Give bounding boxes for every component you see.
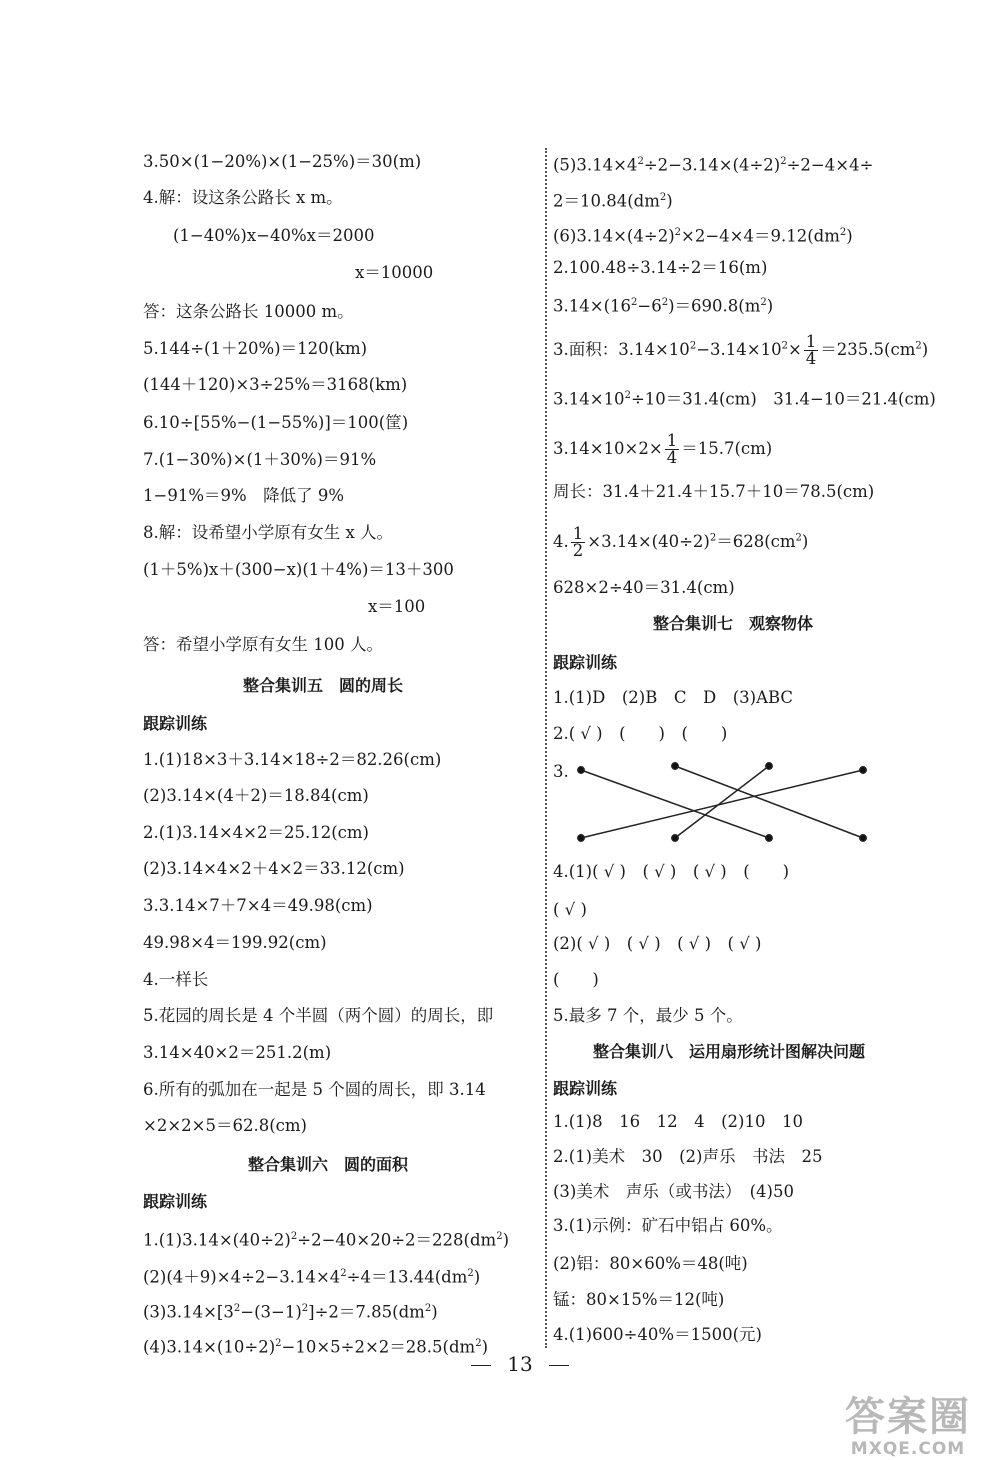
answer-line: 4.一样长: [143, 970, 209, 989]
answer-line: 3.50×(1−20%)×(1−25%)＝30(m): [143, 152, 422, 171]
answer-line: $(3)3.14\times[3^2-(3-1)^2]\div 2=7.85(dm^2)$: [143, 1302, 438, 1322]
answer-line: 答：这条公路长 10000 m。: [143, 302, 354, 321]
answer-line: 4. $\frac{1}{2}$ $\times 3.14\times(40\div 2)^2=628(cm^2)$: [553, 524, 809, 560]
match-dot: [860, 835, 866, 841]
answer-line: 2.(1)美术 30 (2)声乐 书法 25: [553, 1147, 823, 1166]
answer-line: 1−91%＝9% 降低了 9%: [143, 486, 345, 505]
answer-line: (2)( √ ) ( √ ) ( √ ) ( √ ): [553, 934, 762, 953]
answer-line: 3.(1)示例：矿石中铝占 60%。: [553, 1216, 783, 1235]
answer-line: $(6)3.14\times(4\div 2)^2\times 2-4\times 4=9.12(dm^2)$: [553, 226, 853, 246]
fraction: $\frac{1}{4}$: [805, 332, 817, 368]
answer-line: 5.最多 7 个，最少 5 个。: [553, 1006, 743, 1025]
answer-line: $(5)3.14\times 4^2\div 2-3.14\times(4\div 2)^2\div 2-4\times 4\div$: [553, 155, 874, 175]
answer-line: 3.14×10×2× $\frac{1}{4}$ ＝15.7(cm): [553, 431, 773, 467]
equation-line: (1＋5%)x＋(300−x)(1＋4%)＝13＋300: [143, 560, 454, 579]
answer-line: ( ): [553, 970, 599, 989]
match-dot: [766, 835, 772, 841]
answer-line: (2)3.14×4×2＋4×2＝33.12(cm): [143, 859, 405, 878]
subheading: 跟踪训练: [143, 714, 208, 733]
subheading: 跟踪训练: [553, 1079, 618, 1098]
answer-line: 5.花园的周长是 4 个半圆（两个圆）的周长，即: [143, 1006, 494, 1025]
subheading: 跟踪训练: [143, 1192, 208, 1211]
answer-line: 2.(1)3.14×4×2＝25.12(cm): [143, 823, 369, 842]
answer-line: 3.面积：$3.14\times 10^2-3.14\times 10^2\times$ $\frac{1}{4}$ $=235.5(cm^2)$: [553, 332, 929, 368]
answer-line: 5.144÷(1＋20%)＝120(km): [143, 339, 368, 358]
answer-line: 2.100.48÷3.14÷2＝16(m): [553, 258, 768, 277]
section-title: 整合集训五 圆的周长: [243, 676, 404, 695]
answer-line: 4.(1)( √ ) ( √ ) ( √ ) ( ): [553, 862, 790, 881]
fraction: $\frac{1}{4}$: [666, 431, 678, 467]
match-dot: [578, 835, 584, 841]
subheading: 跟踪训练: [553, 653, 618, 672]
answer-line: 3.14×40×2＝251.2(m): [143, 1043, 332, 1062]
column-divider: [545, 148, 547, 1348]
match-dot: [578, 767, 584, 773]
answer-line: (2)3.14×(4＋2)＝18.84(cm): [143, 786, 369, 805]
match-line: [581, 770, 863, 838]
page-dash: [549, 1365, 569, 1366]
answer-line: (144＋120)×3÷25%＝3168(km): [143, 375, 408, 394]
section-title: 整合集训八 运用扇形统计图解决问题: [593, 1042, 866, 1061]
equation-line: (1−40%)x−40%x＝2000: [173, 226, 375, 245]
equation-line: x＝10000: [355, 263, 434, 282]
answer-line: 答：希望小学原有女生 100 人。: [143, 635, 383, 654]
match-dot: [672, 835, 678, 841]
answer-line: 2.( √ ) ( ) ( ): [553, 724, 728, 743]
answer-line: $1.(1)3.14\times(40\div 2)^2\div 2-40\times 20\div 2=228(dm^2)$: [143, 1230, 509, 1250]
answer-line: (2)铝：80×60%＝48(吨): [553, 1254, 748, 1273]
page-dash: [471, 1365, 491, 1366]
watermark-logo: 答案圈 MXQE.COM: [845, 1394, 971, 1459]
answer-line: ×2×2×5＝62.8(cm): [143, 1116, 307, 1135]
answer-line: 1.(1)8 16 12 4 (2)10 10: [553, 1112, 803, 1131]
section-title: 整合集训六 圆的面积: [248, 1155, 409, 1174]
answer-line: 628×2÷40＝31.4(cm): [553, 578, 735, 597]
match-dot: [860, 767, 866, 773]
answer-line: 6.10÷[55%−(1−55%)]＝100(筐): [143, 413, 409, 432]
answer-line: 周长：31.4＋21.4＋15.7＋10＝78.5(cm): [553, 482, 875, 501]
match-line: [675, 766, 769, 838]
answer-line: 4.解：设这条公路长 x m。: [143, 188, 343, 207]
answer-line: 1.(1)D (2)B C D (3)ABC: [553, 688, 794, 707]
match-line: [581, 770, 769, 838]
answer-line: 49.98×4＝199.92(cm): [143, 933, 327, 952]
matching-lines-diagram: [575, 762, 875, 852]
answer-line: ( √ ): [553, 900, 587, 919]
answer-line: $(2)(4+9)\times 4\div 2-3.14\times 4^2\div 4=13.44(dm^2)$: [143, 1267, 481, 1287]
page-number: 13: [440, 1352, 600, 1376]
answer-line: 3.: [553, 762, 569, 781]
answer-line: 3.3.14×7＋7×4＝49.98(cm): [143, 896, 373, 915]
section-title: 整合集训七 观察物体: [653, 614, 814, 633]
equation-line: x＝100: [368, 597, 426, 616]
answer-line: $(4)3.14\times(10\div 2)^2-10\times 5\div 2\times 2=28.5(dm^2)$: [143, 1337, 489, 1357]
answer-line: $2=10.84(dm^2)$: [553, 191, 673, 211]
fraction: $\frac{1}{2}$: [572, 524, 584, 560]
match-dot: [766, 763, 772, 769]
match-dot: [672, 763, 678, 769]
answer-line: 4.(1)600÷40%＝1500(元): [553, 1325, 762, 1344]
answer-line: $3.14\times(16^2-6^2)=690.8(m^2)$: [553, 296, 774, 316]
answer-line: 6.所有的弧加在一起是 5 个圆的周长，即 3.14: [143, 1080, 486, 1099]
answer-line: 锰：80×15%＝12(吨): [553, 1290, 725, 1309]
answer-line: $3.14\times 10^2\div 10=31.4(cm)$ 31.4−10＝21.4(cm): [553, 389, 936, 409]
answer-line: 1.(1)18×3＋3.14×18÷2＝82.26(cm): [143, 750, 442, 769]
answer-line: 8.解：设希望小学原有女生 x 人。: [143, 523, 394, 542]
answer-line: (3)美术 声乐（或书法） (4)50: [553, 1182, 794, 1201]
answer-line: 7.(1−30%)×(1＋30%)＝91%: [143, 450, 377, 469]
